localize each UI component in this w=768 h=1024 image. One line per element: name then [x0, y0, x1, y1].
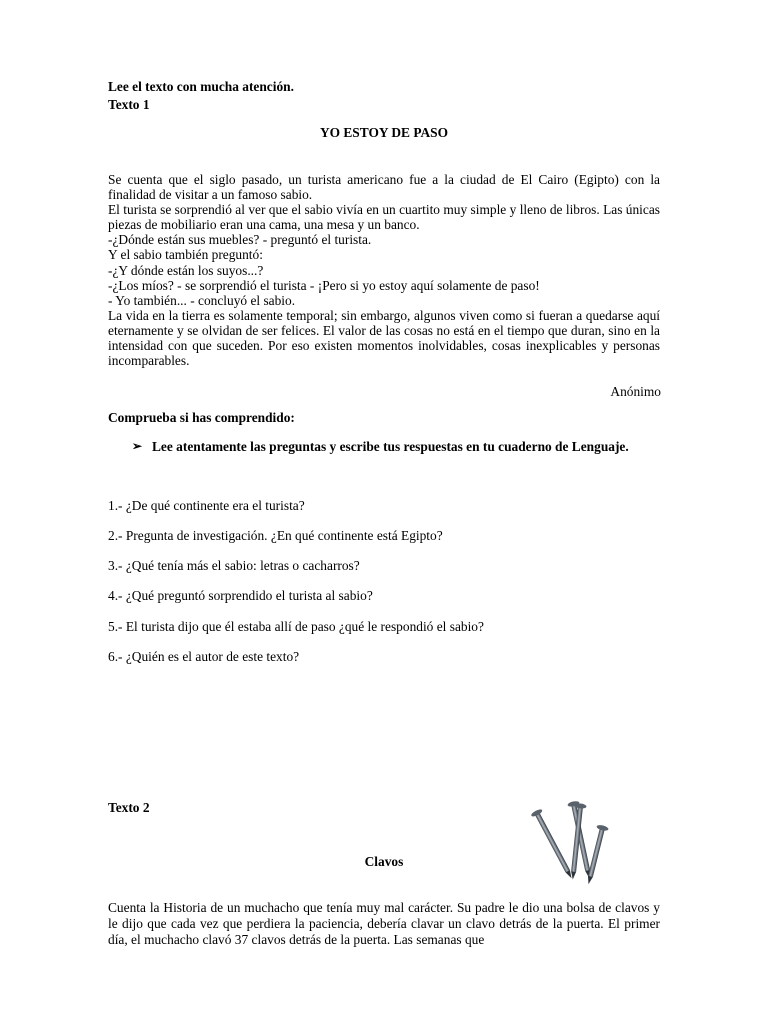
story1-body [108, 172, 660, 368]
story1-paragraph: - Yo también... - concluyó el sabio. [108, 292, 296, 308]
text2-label: Texto 2 [108, 800, 150, 815]
story1-paragraph: -¿Y dónde están los suyos...? [108, 262, 264, 278]
question-item: 3.- ¿Qué tenía más el sabio: letras o cacharros? [108, 558, 360, 573]
question-item: 4.- ¿Qué preguntó sorprendido el turista al sabio? [108, 588, 373, 603]
story1-paragraph: -¿Dónde están sus muebles? - preguntó el turista. [108, 232, 372, 248]
text1-label: Texto 1 [108, 97, 150, 112]
story1-paragraph: -¿Los míos? - se sorprendió el turista - ¡Pero si yo estoy aquí solamente de paso! [108, 277, 540, 293]
page-instruction: Lee el texto con mucha atención. [108, 79, 294, 94]
story1-author: Anónimo [610, 384, 661, 399]
story1-paragraph: El turista se sorprendió al ver que el sabio vivía en un cuartito muy simple y lleno de libros. Las únicas piezas de mobiliario eran una cama, una mesa y un banco. [108, 202, 660, 233]
nails-illustration-icon [525, 800, 625, 884]
story1-title: YO ESTOY DE PASO [319, 125, 449, 140]
comprehension-instruction [132, 439, 660, 455]
question-item: 2.- Pregunta de investigación. ¿En qué continente está Egipto? [108, 528, 443, 543]
question-item: 1.- ¿De qué continente era el turista? [108, 498, 305, 513]
question-item: 5.- El turista dijo que él estaba allí de paso ¿qué le respondió el sabio? [108, 619, 484, 634]
story2-title: Clavos [364, 854, 404, 869]
arrow-bullet-icon: ➢ [132, 439, 143, 453]
story2-paragraph: Cuenta la Historia de un muchacho que tenía muy mal carácter. Su padre le dio una bolsa de clavos y le dijo que cada vez que perdiera la paciencia, debería clavar un clavo detrás de la puerta. El primer día, el muchacho clavó 37 clavos detrás de la puerta. Las semanas que [108, 900, 660, 947]
story1-paragraph: Y el sabio también preguntó: [108, 247, 263, 263]
story1-paragraph: La vida en la tierra es solamente temporal; sin embargo, algunos viven como si fueran a quedarse aquí eternamente y se olvidan de ser felices. El valor de las cosas no está en el tiempo que duran, sino en la intensidad con que suceden. Por eso existen momentos inolvidables, cosas inexplicables y personas incomparables. [108, 307, 660, 369]
story2-body [108, 900, 660, 948]
question-item: 6.- ¿Quién es el autor de este texto? [108, 649, 300, 664]
comprehension-heading: Comprueba si has comprendido: [108, 410, 295, 425]
instruction-text: Lee atentamente las preguntas y escribe tus respuestas en tu cuaderno de Lenguaje. [152, 439, 629, 454]
story1-paragraph: Se cuenta que el siglo pasado, un turista americano fue a la ciudad de El Cairo (Egipto) con la finalidad de visitar a un famoso sabio. [108, 172, 660, 203]
